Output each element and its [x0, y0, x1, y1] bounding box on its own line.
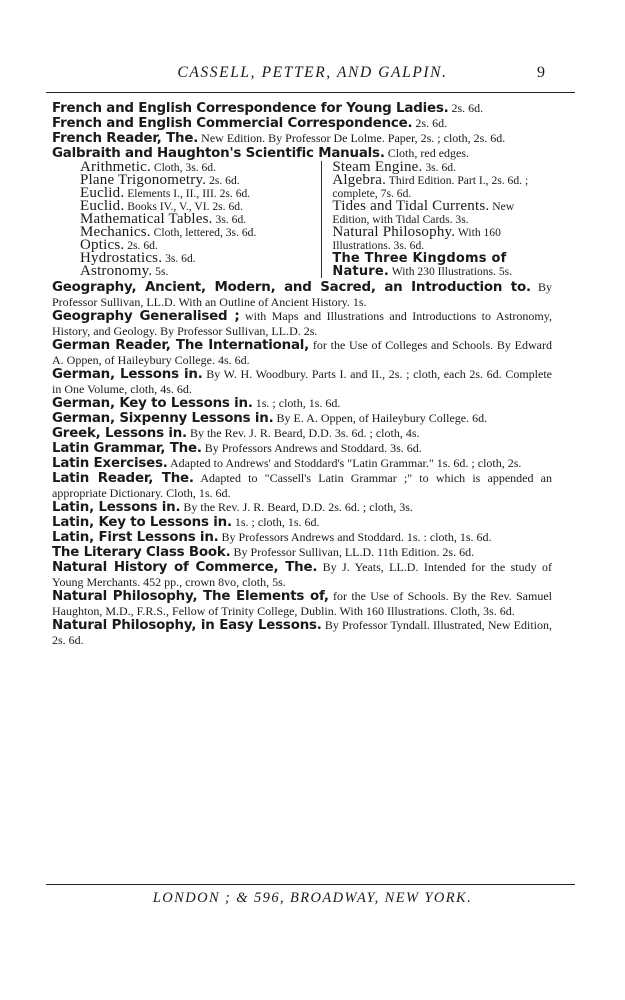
entries-top — [52, 101, 552, 161]
entry-details: 1s. ; cloth, 1s. 6d. — [231, 515, 320, 529]
entry-title: Geography, Ancient, Modern, and Sacred, an Introduction to. — [52, 280, 531, 295]
manual-title: Euclid. — [80, 198, 125, 214]
entry-title: Greek, Lessons in. — [52, 426, 187, 441]
catalogue-entry — [52, 396, 552, 411]
entry-title: French Reader, The. — [52, 131, 199, 146]
entry-details: By Professors Andrews and Stoddard. 3s. 6d. — [201, 441, 422, 455]
manual-item — [80, 265, 321, 278]
header-rule — [46, 92, 575, 93]
entry-details: 2s. 6d. — [448, 101, 484, 115]
catalogue-body — [52, 101, 552, 647]
manual-item — [332, 200, 552, 226]
manual-title: Mathematical Tables. — [80, 211, 213, 227]
catalogue-entry — [52, 515, 552, 530]
manual-details: 2s. 6d. — [206, 174, 240, 187]
catalogue-entry — [52, 426, 552, 441]
manual-details: With 160 Illustrations. 3s. 6d. — [332, 226, 501, 252]
entry-title: German, Key to Lessons in. — [52, 396, 253, 411]
manual-details: Books IV., V., VI. 2s. 6d. — [124, 200, 243, 213]
manual-title: The Three Kingdoms of Nature. — [332, 251, 507, 279]
catalogue-entry — [52, 116, 552, 131]
catalogue-entry — [52, 338, 552, 367]
catalogue-entry — [52, 131, 552, 146]
entry-details: By Professor Tyndall. Illustrated, New Edition, 2s. 6d. — [52, 618, 552, 647]
manuals-right-column — [321, 161, 552, 278]
entry-details: with Maps and Illustrations and Introductions to Astronomy, History, and Geology. By Professor Sullivan, LL.D. 2s. — [52, 309, 552, 338]
catalogue-entry — [52, 618, 552, 647]
entry-details: By the Rev. J. R. Beard, D.D. 3s. 6d. ; cloth, 4s. — [186, 426, 420, 440]
manuals-left-column — [52, 161, 321, 278]
manual-title: Mechanics. — [80, 224, 151, 240]
manual-title: Astronomy. — [80, 263, 153, 279]
manual-details: 5s. — [152, 265, 169, 278]
publisher-imprint: LONDON ; & 596, BROADWAY, NEW YORK. — [152, 890, 473, 906]
manual-title: Steam Engine. — [332, 159, 423, 175]
manual-title: Plane Trigonometry. — [80, 172, 207, 188]
manual-details: Elements I., II., III. 2s. 6d. — [124, 187, 251, 200]
manual-title: Optics. — [80, 237, 125, 253]
manual-details: 3s. 6d. — [422, 161, 456, 174]
manual-details: Cloth, lettered, 3s. 6d. — [150, 226, 257, 239]
catalogue-entry — [52, 411, 552, 426]
entry-title: Natural Philosophy, in Easy Lessons. — [52, 618, 322, 633]
footer-rule — [46, 884, 575, 885]
entry-details: By Professor Sullivan, LL.D. With an Outline of Ancient History. 1s. — [52, 280, 552, 309]
catalogue-entry — [52, 545, 552, 560]
entry-title: French and English Correspondence for Young Ladies. — [52, 101, 449, 116]
catalogue-entry — [52, 500, 552, 515]
entry-title: Natural Philosophy, The Elements of, — [52, 589, 329, 604]
entry-title: Galbraith and Haughton's Scientific Manuals. — [52, 146, 385, 161]
entry-title: German, Lessons in. — [52, 367, 203, 382]
catalogue-entry — [52, 471, 552, 500]
manual-item — [332, 174, 552, 200]
catalogue-entry — [52, 560, 552, 589]
entry-details: By E. A. Oppen, of Haileybury College. 6d. — [273, 411, 488, 425]
manual-title: Arithmetic. — [80, 159, 151, 175]
manual-details: Cloth, 3s. 6d. — [150, 161, 216, 174]
entry-details: 1s. ; cloth, 1s. 6d. — [252, 396, 341, 410]
page-number: 9 — [537, 64, 545, 81]
entry-title: Latin, Lessons in. — [52, 500, 181, 515]
manual-item — [332, 226, 552, 252]
entry-details: Adapted to "Cassell's Latin Grammar ;" to which is appended an appropriate Dictionary. Cloth, 1s. 6d. — [52, 471, 552, 500]
entry-details: By J. Yeats, LL.D. Intended for the study of Young Merchants. 452 pp., crown 8vo, cloth, 5s. — [52, 560, 552, 589]
entry-details: for the Use of Schools. By the Rev. Samuel Haughton, M.D., F.R.S., Fellow of Trinity College, Dublin. With 160 Illustrations. Cloth, 3s. 6d. — [52, 589, 552, 618]
scientific-manuals-list — [52, 161, 552, 278]
manual-details: 2s. 6d. — [124, 239, 158, 252]
entries-bottom — [52, 280, 552, 647]
entry-title: Geography Generalised ; — [52, 309, 240, 324]
manual-details: New Edition, with Tidal Cards. 3s. — [332, 200, 515, 226]
manual-details: 3s. 6d. — [212, 213, 247, 226]
entry-details: Cloth, red edges. — [384, 146, 470, 160]
entry-details: By W. H. Woodbury. Parts I. and II., 2s. ; cloth, each 2s. 6d. Complete in One Volume, cloth, 4s. 6d. — [52, 367, 552, 396]
entry-title: Latin, First Lessons in. — [52, 530, 219, 545]
entry-title: German, Sixpenny Lessons in. — [52, 411, 274, 426]
running-header — [0, 64, 625, 86]
entry-title: The Literary Class Book. — [52, 545, 231, 560]
entry-title: French and English Commercial Correspondence. — [52, 116, 413, 131]
catalogue-entry — [52, 530, 552, 545]
manual-details: With 230 Illustrations. 5s. — [389, 265, 513, 278]
manual-title: Euclid. — [80, 185, 125, 201]
entry-title: Latin Reader, The. — [52, 471, 194, 486]
entry-title: Latin Grammar, The. — [52, 441, 202, 456]
entry-details: By Professor Sullivan, LL.D. 11th Edition. 2s. 6d. — [230, 545, 475, 559]
entry-details: Adapted to Andrews' and Stoddard's "Latin Grammar." 1s. 6d. ; cloth, 2s. — [167, 456, 522, 470]
manual-details: Third Edition. Part I., 2s. 6d. ; complete, 7s. 6d. — [332, 174, 529, 200]
manual-title: Tides and Tidal Currents. — [332, 198, 490, 214]
catalogue-entry — [52, 309, 552, 338]
catalogue-entry — [52, 101, 552, 116]
entry-details: By Professors Andrews and Stoddard. 1s. : cloth, 1s. 6d. — [218, 530, 492, 544]
manual-title: Hydrostatics. — [80, 250, 163, 266]
entry-details: New Edition. By Professor De Lolme. Paper, 2s. ; cloth, 2s. 6d. — [198, 131, 506, 145]
running-head-title: CASSELL, PETTER, AND GALPIN. — [177, 64, 448, 81]
entry-details: 2s. 6d. — [412, 116, 448, 130]
manual-title: Algebra. — [332, 172, 387, 188]
entry-details: By the Rev. J. R. Beard, D.D. 2s. 6d. ; cloth, 3s. — [180, 500, 413, 514]
manual-details: 3s. 6d. — [162, 252, 196, 265]
entry-title: Latin Exercises. — [52, 456, 168, 471]
entry-title: Natural History of Commerce, The. — [52, 560, 318, 575]
catalogue-entry — [52, 441, 552, 456]
catalogue-entry — [52, 589, 552, 618]
catalogue-entry — [52, 456, 552, 471]
entry-title: Latin, Key to Lessons in. — [52, 515, 232, 530]
manual-title: Natural Philosophy. — [332, 224, 456, 240]
entry-title: German Reader, The International, — [52, 338, 310, 353]
catalogue-entry — [52, 280, 552, 309]
manual-item — [332, 252, 552, 278]
catalogue-entry — [52, 367, 552, 396]
entry-details: for the Use of Colleges and Schools. By Edward A. Oppen, of Haileybury College. 4s. 6d. — [52, 338, 552, 367]
